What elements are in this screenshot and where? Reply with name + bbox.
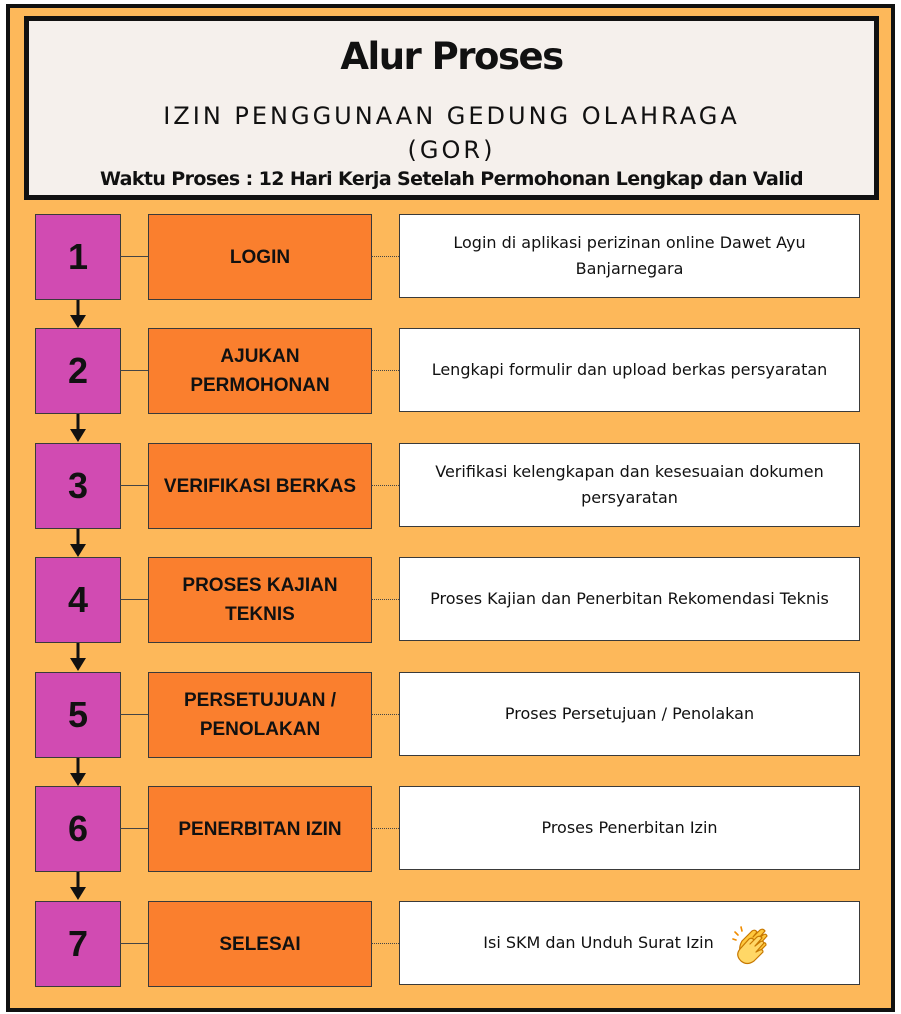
header-panel [24, 16, 879, 200]
step-number: 5 [35, 672, 121, 758]
step-description: Isi SKM dan Unduh Surat Izin [483, 933, 714, 952]
connector-line [120, 828, 148, 829]
connector-line [120, 256, 148, 257]
step-number: 6 [35, 786, 121, 872]
step-number: 2 [35, 328, 121, 414]
subtitle-line-2: (GOR) [407, 136, 496, 164]
step-title: PROSES KAJIAN TEKNIS [148, 557, 372, 643]
connector-line [120, 370, 148, 371]
subtitle-line-1: IZIN PENGGUNAAN GEDUNG OLAHRAGA [163, 102, 740, 130]
connector-line [120, 943, 148, 944]
step-title: SELESAI [148, 901, 372, 987]
step-1 [0, 214, 901, 300]
step-title: PERSETUJUAN / PENOLAKAN [148, 672, 372, 758]
clapping-hands-icon [732, 921, 776, 965]
diagram-title: Alur Proses [340, 35, 563, 78]
diagram-subtitle [29, 99, 874, 167]
step-description: Login di aplikasi perizinan online Dawet Ayu Banjarnegara [399, 214, 860, 298]
step-title: VERIFIKASI BERKAS [148, 443, 372, 529]
step-description: Verifikasi kelengkapan dan kesesuaian dokumen persyaratan [399, 443, 860, 527]
step-description: Proses Penerbitan Izin [399, 786, 860, 870]
step-7 [0, 901, 901, 987]
step-6 [0, 786, 901, 872]
step-description-box [399, 901, 860, 985]
step-description: Proses Persetujuan / Penolakan [399, 672, 860, 756]
step-number: 3 [35, 443, 121, 529]
step-number: 7 [35, 901, 121, 987]
connector-dotted-line [371, 714, 399, 715]
connector-dotted-line [371, 256, 399, 257]
arrow-down-icon [68, 300, 88, 328]
arrow-down-icon [68, 643, 88, 671]
connector-dotted-line [371, 370, 399, 371]
step-4 [0, 557, 901, 643]
step-3 [0, 443, 901, 529]
step-title: PENERBITAN IZIN [148, 786, 372, 872]
arrow-down-icon [68, 872, 88, 900]
connector-dotted-line [371, 943, 399, 944]
connector-dotted-line [371, 828, 399, 829]
step-number: 1 [35, 214, 121, 300]
step-2 [0, 328, 901, 414]
step-description: Proses Kajian dan Penerbitan Rekomendasi Teknis [399, 557, 860, 641]
arrow-down-icon [68, 529, 88, 557]
connector-dotted-line [371, 485, 399, 486]
step-description: Lengkapi formulir dan upload berkas persyaratan [399, 328, 860, 412]
step-title: AJUKAN PERMOHONAN [148, 328, 372, 414]
step-number: 4 [35, 557, 121, 643]
connector-line [120, 485, 148, 486]
step-5 [0, 672, 901, 758]
step-title: LOGIN [148, 214, 372, 300]
process-time: Waktu Proses : 12 Hari Kerja Setelah Permohonan Lengkap dan Valid [99, 168, 804, 190]
connector-dotted-line [371, 599, 399, 600]
arrow-down-icon [68, 414, 88, 442]
arrow-down-icon [68, 758, 88, 786]
connector-line [120, 714, 148, 715]
connector-line [120, 599, 148, 600]
